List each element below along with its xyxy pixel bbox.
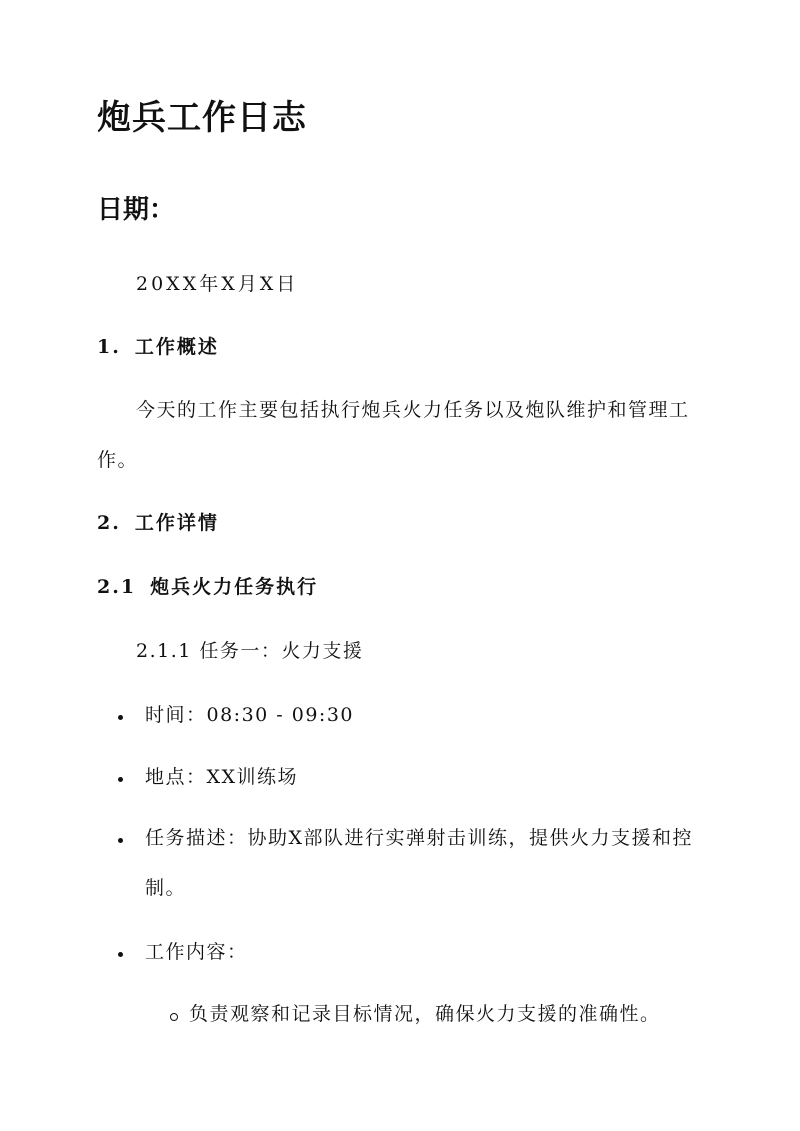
bullet-dot-icon	[118, 715, 123, 720]
section-2-number: 2.	[97, 512, 121, 534]
sub-bullet-circle-icon	[170, 1013, 178, 1021]
bullet-dot-icon	[118, 952, 123, 957]
section-2-1-title: 炮兵火力任务执行	[150, 576, 319, 598]
bullet-task-description-line-1: 任务描述：协助X部队进行实弹射击训练，提供火力支援和控	[145, 827, 694, 849]
section-1-title: 工作概述	[134, 336, 219, 358]
section-1-paragraph-line-1: 今天的工作主要包括执行炮兵火力任务以及炮队维护和管理工	[136, 399, 690, 421]
section-2-1-number: 2.1	[97, 576, 137, 598]
bullet-location: 地点：XX训练场	[145, 766, 299, 788]
section-1-number: 1.	[97, 336, 121, 358]
bullet-time: 时间：08:30 - 09:30	[145, 704, 355, 726]
section-1-paragraph-line-2: 作。	[97, 449, 139, 471]
bullet-work-content: 工作内容：	[145, 941, 248, 963]
section-1-heading	[97, 333, 219, 361]
document-title: 炮兵工作日志	[97, 98, 307, 138]
sub-bullet-item-1: 负责观察和记录目标情况，确保火力支援的准确性。	[189, 1003, 661, 1025]
bullet-dot-icon	[118, 777, 123, 782]
date-value: 20XX年X月X日	[136, 273, 299, 295]
section-2-heading	[97, 509, 219, 537]
subsection-2-1-1-heading: 2.1.1 任务一：火力支援	[136, 640, 364, 662]
bullet-dot-icon	[118, 838, 123, 843]
section-2-1-heading	[97, 573, 318, 601]
date-label: 日期：	[97, 195, 176, 225]
bullet-task-description-line-2: 制。	[145, 877, 187, 899]
section-2-title: 工作详情	[134, 512, 219, 534]
